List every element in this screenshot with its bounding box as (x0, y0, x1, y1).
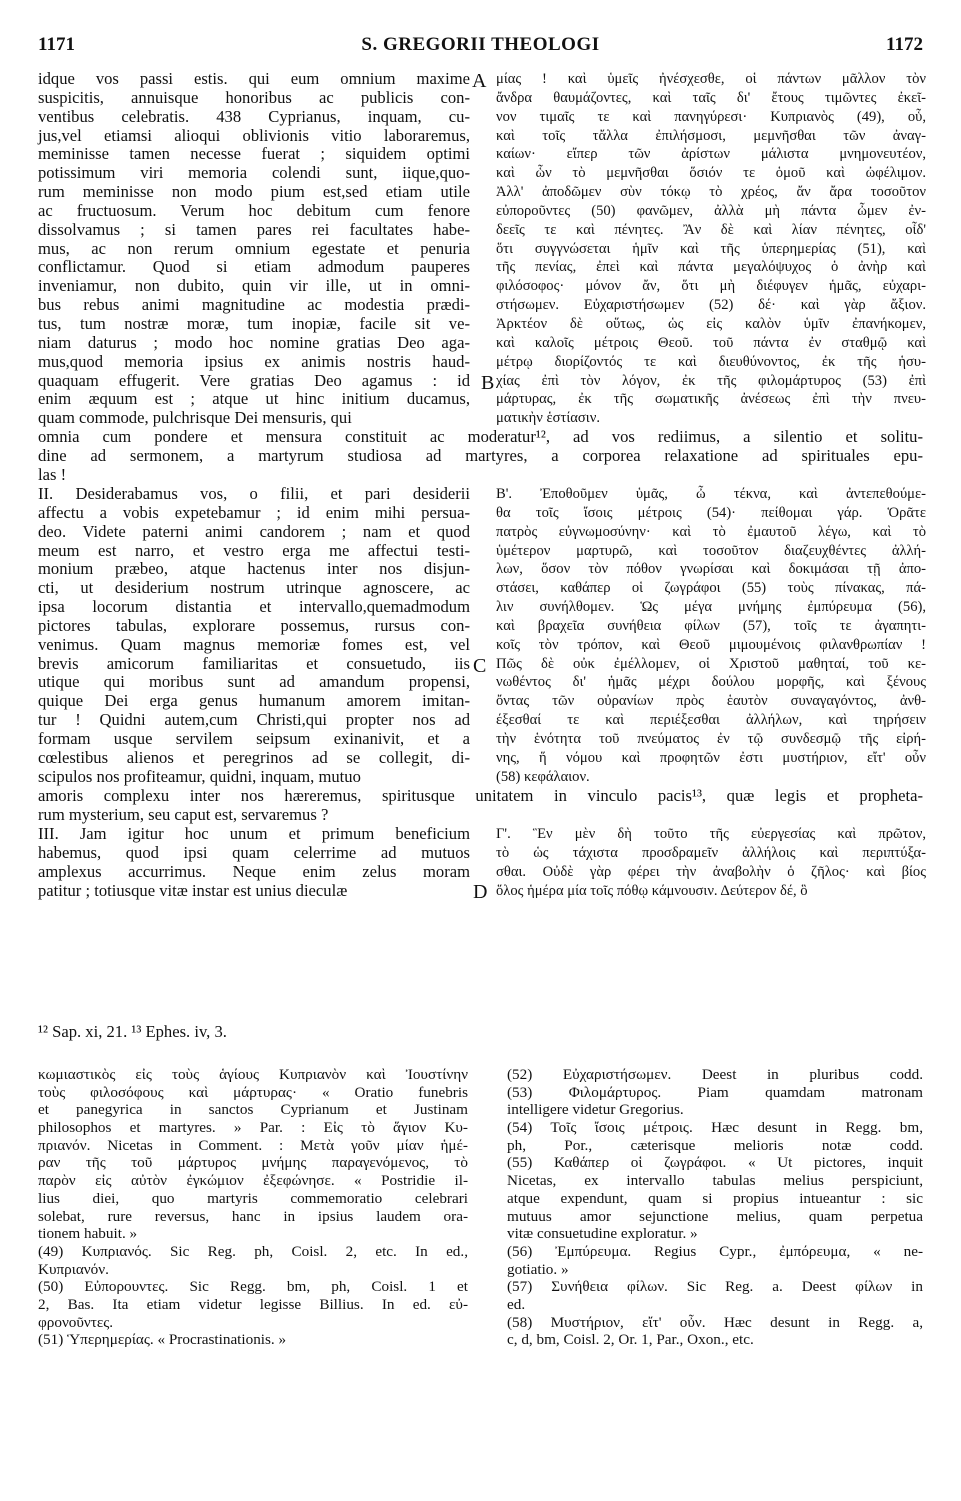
text-line: (55) Καθάπερ οἱ ζωγράφοι. « Ut pictores, inquit (507, 1154, 923, 1172)
latin-column-block-1 (38, 70, 470, 428)
text-line: 2, Bas. Ita etiam videtur legisse Billius. In ed. εὐ- (38, 1295, 468, 1313)
text-line: amplexus accurrimus. Neque enim zelus moram (38, 861, 470, 881)
text-line: (53) Φιλομάρτυρος. Piam quamdam matronam (507, 1083, 923, 1101)
text-line: μέτρῳ διορίζοντός τε καὶ διευθύνοντος, ἐκ τῆς ἡσυ- (496, 353, 926, 370)
text-line: rum mysterium, seu caput est, servaremus ? (38, 804, 329, 824)
text-line: (58) κεφάλαιον. (496, 768, 590, 785)
text-line: lius diei, quo martyris commemoratio celebrari (38, 1189, 468, 1207)
text-line: cœlestibus alienos et peregrinos ad se collegit, di- (38, 747, 470, 767)
text-line: intelligere videtur Gregorius. (507, 1101, 684, 1119)
margin-marker-c: C (473, 655, 487, 677)
greek-column-block-1 (496, 70, 926, 428)
page-number-left: 1171 (38, 34, 75, 55)
text-line: venimus. Quam magnus memoriæ fomes est, vel (38, 634, 470, 654)
text-line: las ! (38, 464, 67, 484)
text-line: quique Dei erga genus humanum amorem imitan- (38, 691, 470, 711)
text-line: scipulos nos profiteamur, quidni, inquam, mutuo (38, 766, 361, 786)
text-line: idque vos passi estis. qui eum omnium maxime (38, 69, 470, 88)
text-line: ματικὴν ἑστίασιν. (496, 410, 600, 427)
text-line: et panegyrica in sanctos Cyprianum et Justinam (38, 1101, 468, 1119)
text-line: inveniamur, non dubito, quin vir ille, ut in omni- (38, 276, 470, 296)
text-line: νον τιμαῖς τε καὶ πανηγύρεσι· Κυπριανὸς (49), οὗ, (496, 108, 926, 125)
text-line: II. Desiderabamus vos, o filii, et pari desiderii (38, 484, 470, 503)
text-line: μίας ! καὶ ὑμεῖς ἠνέσχεσθε, οἱ πάντων μᾶλλον τὸν (496, 71, 926, 87)
text-line: έξεσθαί τε καὶ περιέξεσθαι ἀλλήλων, καὶ τηρήσειν (496, 712, 926, 729)
text-line: στάσει, καθάπερ οἱ ζωγράφοι (55) τοὺς πίνακας, πά- (496, 580, 926, 597)
text-line: philosophos et martyres. » Par. : Εἰς τὸ ἅγιον Κυ- (38, 1119, 468, 1137)
greek-column-block-3 (496, 825, 926, 900)
text-line: λων, ὅσον τὸν πόθον γνωρίσαι καὶ δοκιμάσαι τῇ ἀπο- (496, 561, 926, 578)
page-header (38, 34, 923, 60)
notes-left-column (38, 1066, 468, 1349)
text-line: θα τοῖς ἴσοις μέτροις (54)· πείθομαι γάρ. Ὁρᾶτε (496, 504, 926, 521)
text-line: Β'. Ἐποθοῦμεν ὑμᾶς, ὦ τέκνα, καὶ ἀντεπεθούμε- (496, 486, 926, 502)
text-line: νης, ἥ νόμου καὶ προφητῶν ἐστι μυστήριον, εἴτ' οὖν (496, 749, 926, 766)
text-line: ventibus celebratis. 438 Cyprianus, inquam, cu- (38, 106, 470, 126)
text-line: Ἀλλ' ἀποδῶμεν σὺν τόκῳ τὸ χρέος, ἄν ἄρα τοσοῦτον (496, 184, 926, 201)
text-line: σθαι. Οὐδὲ γὰρ φέρει τὴν ἀναβολὴν ὁ ζῆλος· καὶ βίος (496, 863, 926, 880)
text-line: (50) Εὐπορουντες. Sic Regg. bm, ph, Coisl. 1 et (38, 1278, 468, 1296)
text-line: gotiatio. » (507, 1260, 569, 1278)
text-line: meum est narro, et vestro erga me affectui testi- (38, 540, 470, 560)
text-line: jus,vel etiamsi alioqui oblivionis vitio laboraremus, (38, 125, 470, 145)
text-line: patitur ; totiusque vitæ instar est unius dieculæ (38, 880, 348, 900)
text-line: (52) Εὐχαριστήσωμεν. Deest in pluribus codd. (507, 1066, 923, 1083)
text-line: suspicitis, annuisque honoribus ac publicis con- (38, 87, 470, 107)
text-line: monium præbeo, atque hactenus inter nos disjun- (38, 559, 470, 579)
text-line: mutuus amor sejunctione melius, quam perpetua (507, 1207, 923, 1225)
text-line: enim æquum est ; atque ut hinc initium ducamus, (38, 389, 470, 409)
text-line: bus rebus animi magnitudine ac modestia prædi- (38, 295, 470, 315)
text-line: quam commode, pulchrisque Dei mensuris, qui (38, 408, 352, 428)
text-line: κωμιαστικὸς εἰς τοὺς ἁγίους Κυπριανὸν καὶ Ἰουστίνην (38, 1066, 468, 1083)
text-line: niam daturus ; modo hoc nomine gratias Deo aga- (38, 332, 470, 352)
text-line: pictores tabulas, explorare possemus, rursus con- (38, 615, 470, 635)
text-line: (57) Συνήθεια φίλων. Sic Reg. a. Deest φίλων in (507, 1278, 923, 1296)
text-line: rum meminisse non modo pium est,sed etiam utile (38, 182, 470, 202)
text-line: omnia cum pondere et mensura constituit ac moderatur¹², ad vos rediimus, a silentio et solitu- (38, 427, 923, 446)
text-line: τοὺς φιλοσόφους καὶ μάρτυρας· « Oratio funebris (38, 1083, 468, 1101)
text-line: conflictamur. Quod si etiam admodum pauperes (38, 257, 470, 277)
text-line: Κυπριανόν. (38, 1260, 109, 1278)
text-line: ipsa locorum distantia et intervallo,quemadmodum (38, 597, 470, 617)
text-line: ἄνδρα θαυμάζοντες, καὶ ταῖς δι' ἔτους τιμῶντες ἐκεῖ- (496, 89, 926, 106)
text-line: δεεῖς τε καὶ πένητες. Ἂν δὲ καὶ λίαν πένητες, οἶδ' (496, 221, 926, 238)
running-title: S. GREGORII THEOLOGI (361, 34, 600, 55)
text-line: ὑμέτερον μαρτυρῶ, καὶ τοσοῦτον διαζευχθέντες ἀλλή- (496, 542, 926, 559)
text-line: καὶ τοῖς τἄλλα ἐπιλήσμοσι, μεμνῆσθαι τῶν ἀναγ- (496, 127, 926, 144)
text-line: Nicetas, ex intervallo tabulas melius perspiciunt, (507, 1172, 923, 1190)
text-line: habemus, quod ipsi quam celerrime ad mutuos (38, 842, 470, 862)
text-line: νωθέντος δι' ἡμᾶς μέχρι δούλου μορφῆς, καὶ ξένους (496, 674, 926, 691)
notes-right-column (507, 1066, 923, 1349)
text-line: λιν συνήλθομεν. Ὡς μέγα μνήμης ἐμπύρευμα (56), (496, 599, 926, 616)
text-line: dine ad sermonem, a martyrum studiosa ad martyres, a corporea relaxatione ad spirituales epu- (38, 445, 923, 465)
text-line: deo. Videte paterni animi candorem ; nam et quod (38, 521, 470, 541)
text-line: vitæ consuetudine exploratur. » (507, 1225, 698, 1243)
text-line: παρὸν εἰς αὐτὸν ἐγκώμιον ἐξεφώνησε. « Postridie il- (38, 1172, 468, 1190)
latin-column-block-2 (38, 485, 470, 787)
text-line: (56) Ἐμπύρευμα. Regius Cypr., ἐμπόρευμα, « ne- (507, 1242, 923, 1260)
text-line: (58) Μυστήριον, εἴτ' οὖν. Hæc desunt in Regg. a, (507, 1313, 923, 1331)
text-line: φιλόσοφος· μόνον ἄν, ὅτι μὴ διέφυγεν ἡμᾶς, εὐχαρι- (496, 278, 926, 295)
text-line: tur ! Quidni autem,cum Christi,qui propter nos ad (38, 710, 470, 730)
text-line: μάρτυρας, ἐκ τῆς σωματικῆς ἀνέσεως ἐπὶ τὴν πνευ- (496, 391, 926, 408)
margin-marker-d: D (473, 881, 488, 903)
text-line: καίων· εἴπερ τῶν ἀρίστων μάλιστα μνημονευτέον, (496, 146, 926, 163)
text-line: (51) Ὑπερημερίας. « Procrastinationis. » (38, 1331, 287, 1349)
text-line: amoris complexu inter nos hæreremus, spiritusque unitatem in vinculo pacis¹³, quæ legis et propheta- (38, 786, 923, 805)
text-line: quaquam effugerit. Vere gratias Deo agamus : id (38, 370, 470, 390)
text-line: χίας ἐπὶ τὸν λόγον, ἐκ τῆς φιλομάρτυρος (53) ἐπὶ (496, 372, 926, 389)
text-line: ac fructuosum. Verum hoc debitum cum fenore (38, 200, 470, 220)
text-line: c, d, bm, Coisl. 2, Or. 1, Par., Oxon., etc. (507, 1331, 754, 1349)
text-line: brevis amicorum familiaritas et consuetudo, iis (38, 653, 470, 673)
text-line: ὅτι συγγνώσεται ἡμῖν καὶ τῆς ὑπερημερίας (51), καὶ (496, 240, 926, 257)
text-line: καὶ ὧν τὸ μεμνῆσθαι ὅσιόν τε ὁμοῦ καὶ ὠφέλιμον. (496, 165, 926, 182)
text-line: ὅλος ἡμέρα μία τοῖς πόθῳ κάμνουσιν. Δεύτερον δέ, ὃ (496, 882, 808, 899)
text-line: ραν τῆς τοῦ μάρτυρος μνήμης παραγενόμενος, τὸ (38, 1154, 468, 1172)
text-line: Ἀρκτέον δὲ οὕτως, ὡς εἰς καλὸν ὑμῖν ἐπανήκομεν, (496, 315, 926, 332)
text-line: στήσωμεν. Εὐχαριστήσωμεν (52) δέ· καὶ γὰρ ἄξιον. (496, 297, 926, 314)
scripture-footnotes: ¹² Sap. xi, 21. ¹³ Ephes. iv, 3. (38, 1022, 227, 1041)
text-line: solebat, rure reversus, hanc in ipsius laudem ora- (38, 1207, 468, 1225)
margin-marker-a: A (472, 70, 487, 92)
text-line: καὶ καλοῖς μέτροις Θεοῦ. τοῦ πάντα ἐν σταθμῷ καὶ (496, 334, 926, 351)
text-line: mus,quod memoria ipsius ex animis nostris haud- (38, 351, 470, 371)
full-width-text-block-1 (38, 428, 923, 485)
text-line: Πῶς δὲ οὐκ ἐμέλλομεν, οἱ Χριστοῦ μαθηταί, τοῦ κε- (496, 655, 926, 672)
text-line: κοῖς τὸν τρόπον, καὶ Θεοῦ μιμουμένοις φιλανθρωπίαν ! (496, 636, 926, 653)
text-line: καὶ βραχεῖα συνήθεια φίλων (57), τοῖς τε ἀγαπητι- (496, 617, 926, 634)
latin-column-block-3 (38, 825, 470, 900)
text-line: III. Jam igitur hoc unum et primum beneficium (38, 824, 470, 843)
text-line: (49) Κυπριανός. Sic Reg. ph, Coisl. 2, etc. In ed., (38, 1242, 468, 1260)
full-width-text-block-2 (38, 787, 923, 825)
text-line: Γ'. Ἓν μὲν δὴ τοῦτο τῆς εὐεργεσίας καὶ πρῶτον, (496, 826, 926, 842)
text-line: tionem habuit. » (38, 1225, 138, 1243)
text-line: atque expendunt, quam si propius intueantur : sic (507, 1189, 923, 1207)
text-line: (54) Τοῖς ἴσοις μέτροις. Hæc desunt in Regg. bm, (507, 1119, 923, 1137)
text-line: ph, Por., cæterisque melioris notæ codd. (507, 1136, 923, 1154)
greek-column-block-2 (496, 485, 926, 787)
text-line: mus, ac non rerum omnium egestate et penuria (38, 238, 470, 258)
text-line: εὐποροῦντες (50) φανῶμεν, ἀλλὰ μὴ πάντα ὦμεν ἐν- (496, 202, 926, 219)
text-line: formam usque servilem seipsum exinanivit, et a (38, 728, 470, 748)
text-line: ὄντας τῶν οὐρανίων πρὸς ἑαυτὸν συναγαγόντος, ἀνθ- (496, 693, 926, 710)
text-line: πατρὸς εὐγνωμοσύνην· καὶ τὸ ἐμαυτοῦ λέγω, καὶ τὸ (496, 523, 926, 540)
text-line: ed. (507, 1295, 526, 1313)
text-line: tus, tum nostræ moræ, tum inopiæ, facile sit ve- (38, 313, 470, 333)
text-line: τὴν ἑνότητα τοῦ πνεύματος ἐν τῷ συνδεσμῷ τῆς εἰρή- (496, 730, 926, 747)
page-number-right: 1172 (886, 34, 923, 55)
text-line: cti, ut desiderium nostrum utrinque agnoscere, ac (38, 578, 470, 598)
text-line: τὸ ὡς τάχιστα προσδραμεῖν ἀλλήλοις καὶ περιπτύξα- (496, 844, 926, 861)
text-line: meminisse tamen necesse fuerat ; siquidem optimi (38, 144, 470, 164)
text-line: affectu a vobis expetebamur ; id enim mihi persua- (38, 502, 470, 522)
text-line: φρονοῦντες. (38, 1313, 114, 1331)
margin-marker-b: B (481, 372, 495, 394)
text-line: dissolvamus ; si tamen pares rei facultates habe- (38, 219, 470, 239)
text-line: πριανόν. Nicetas in Comment. : Μετὰ γοῦν μίαν ἡμέ- (38, 1136, 468, 1154)
text-line: potissimum viri memoria colendi sunt, iique,quo- (38, 163, 470, 183)
text-line: utique qui moribus sunt ad amandum propensi, (38, 672, 470, 692)
text-line: τῆς πενίας, ἐπεὶ καὶ πάντα μεγαλόψυχος ὁ ἀνὴρ καὶ (496, 259, 926, 276)
